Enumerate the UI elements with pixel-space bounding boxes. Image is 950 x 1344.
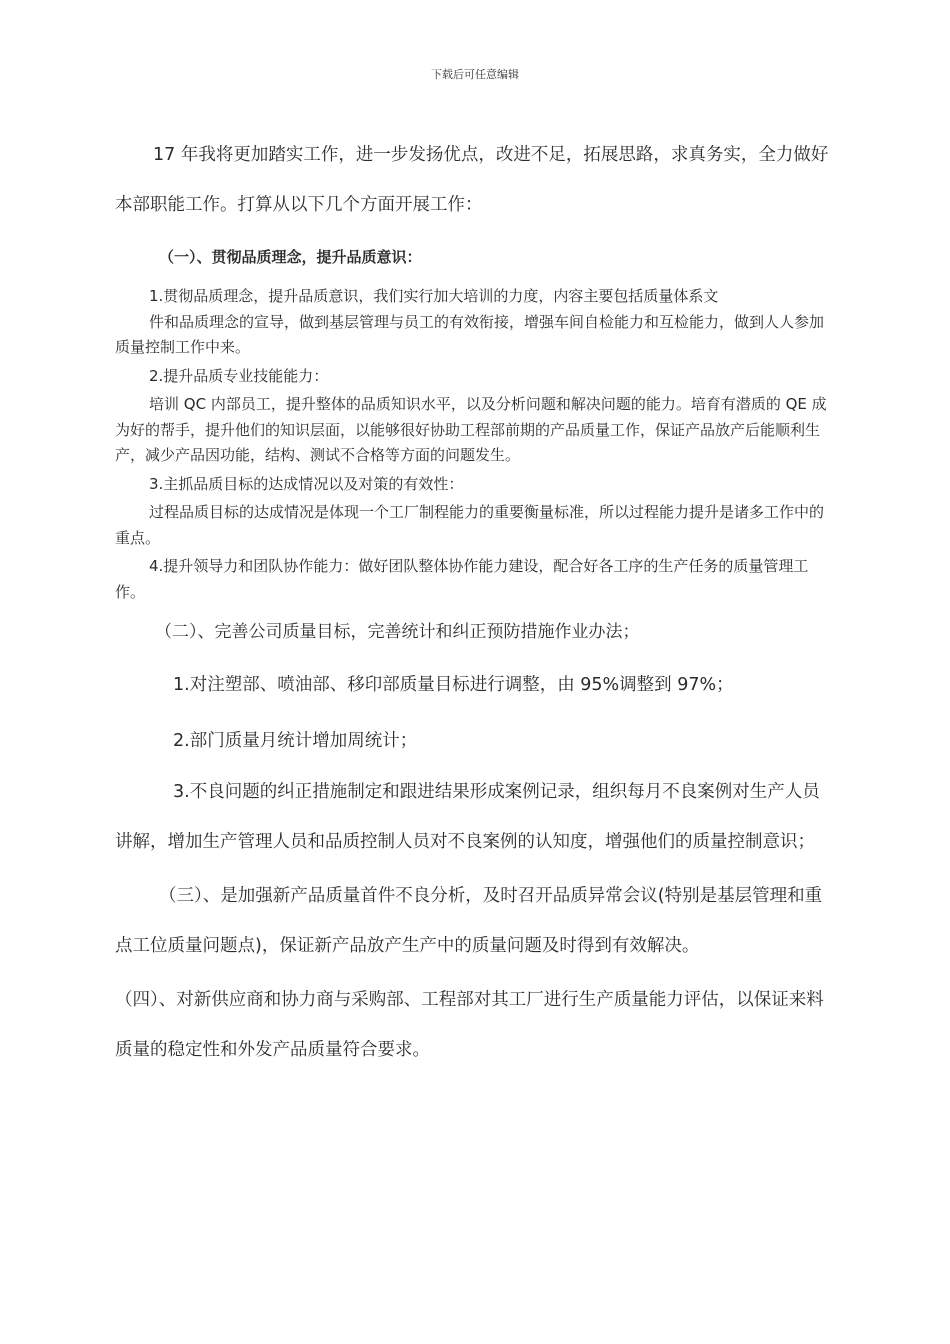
section2-item2: 2.部门质量月统计增加周统计；: [173, 731, 418, 751]
section2-heading: （二）、完善公司质量目标，完善统计和纠正预防措施作业办法；: [155, 622, 640, 642]
section3-paragraph: （三）、是加强新产品质量首件不良分析，及时召开品质异常会议(特别是基层管理和重点工位质量问题点)，保证新产品放产生产中的质量问题及时得到有效解决。: [115, 886, 823, 956]
section2-item1: 1.对注塑部、喷油部、移印部质量目标进行调整，由 95%调整到 97%；: [173, 675, 734, 695]
section1-item1-continued: 件和品质理念的宣导，做到基层管理与员工的有效衔接，增强车间自检能力和互检能力，做到人人参加质量控制工作中来。: [115, 312, 825, 356]
header-note: 下载后可任意编辑: [431, 68, 519, 81]
section1-item3: 3.主抓品质目标的达成情况以及对策的有效性：: [149, 474, 464, 493]
section1-item3-detail: 过程品质目标的达成情况是体现一个工厂制程能力的重要衡量标准，所以过程能力提升是诸多工作中的重点。: [115, 503, 825, 547]
section1-item1: 1.贯彻品质理念，提升品质意识，我们实行加大培训的力度，内容主要包括质量体系文: [149, 287, 719, 305]
document-body: [115, 130, 837, 1075]
section1-item4: 4.提升领导力和团队协作能力：做好团队整体协作能力建设，配合好各工序的生产任务的质量管理工作。: [115, 557, 809, 601]
section2-item3: 3.不良问题的纠正措施制定和跟进结果形成案例记录，组织每月不良案例对生产人员讲解，增加生产管理人员和品质控制人员对不良案例的认知度，增强他们的质量控制意识；: [115, 782, 820, 852]
section1-heading: （一）、贯彻品质理念，提升品质意识：: [159, 248, 422, 266]
intro-paragraph: 17 年我将更加踏实工作，进一步发扬优点，改进不足，拓展思路，求真务实，全力做好本部职能工作。打算从以下几个方面开展工作：: [115, 145, 829, 215]
section1-item2: 2.提升品质专业技能能力：: [149, 366, 329, 385]
section4-paragraph: （四）、对新供应商和协力商与采购部、工程部对其工厂进行生产质量能力评估，以保证来料质量的稳定性和外发产品质量符合要求。: [115, 990, 824, 1060]
section1-item2-detail: 培训 QC 内部员工，提升整体的品质知识水平，以及分析问题和解决问题的能力。培育有潜质的 QE 成为好的帮手，提升他们的知识层面，以能够很好协助工程部前期的产品质量工作，保证产品放产后能顺利生产，减少产品因功能，结构、测试不合格等方面的问题发生。: [115, 395, 827, 464]
